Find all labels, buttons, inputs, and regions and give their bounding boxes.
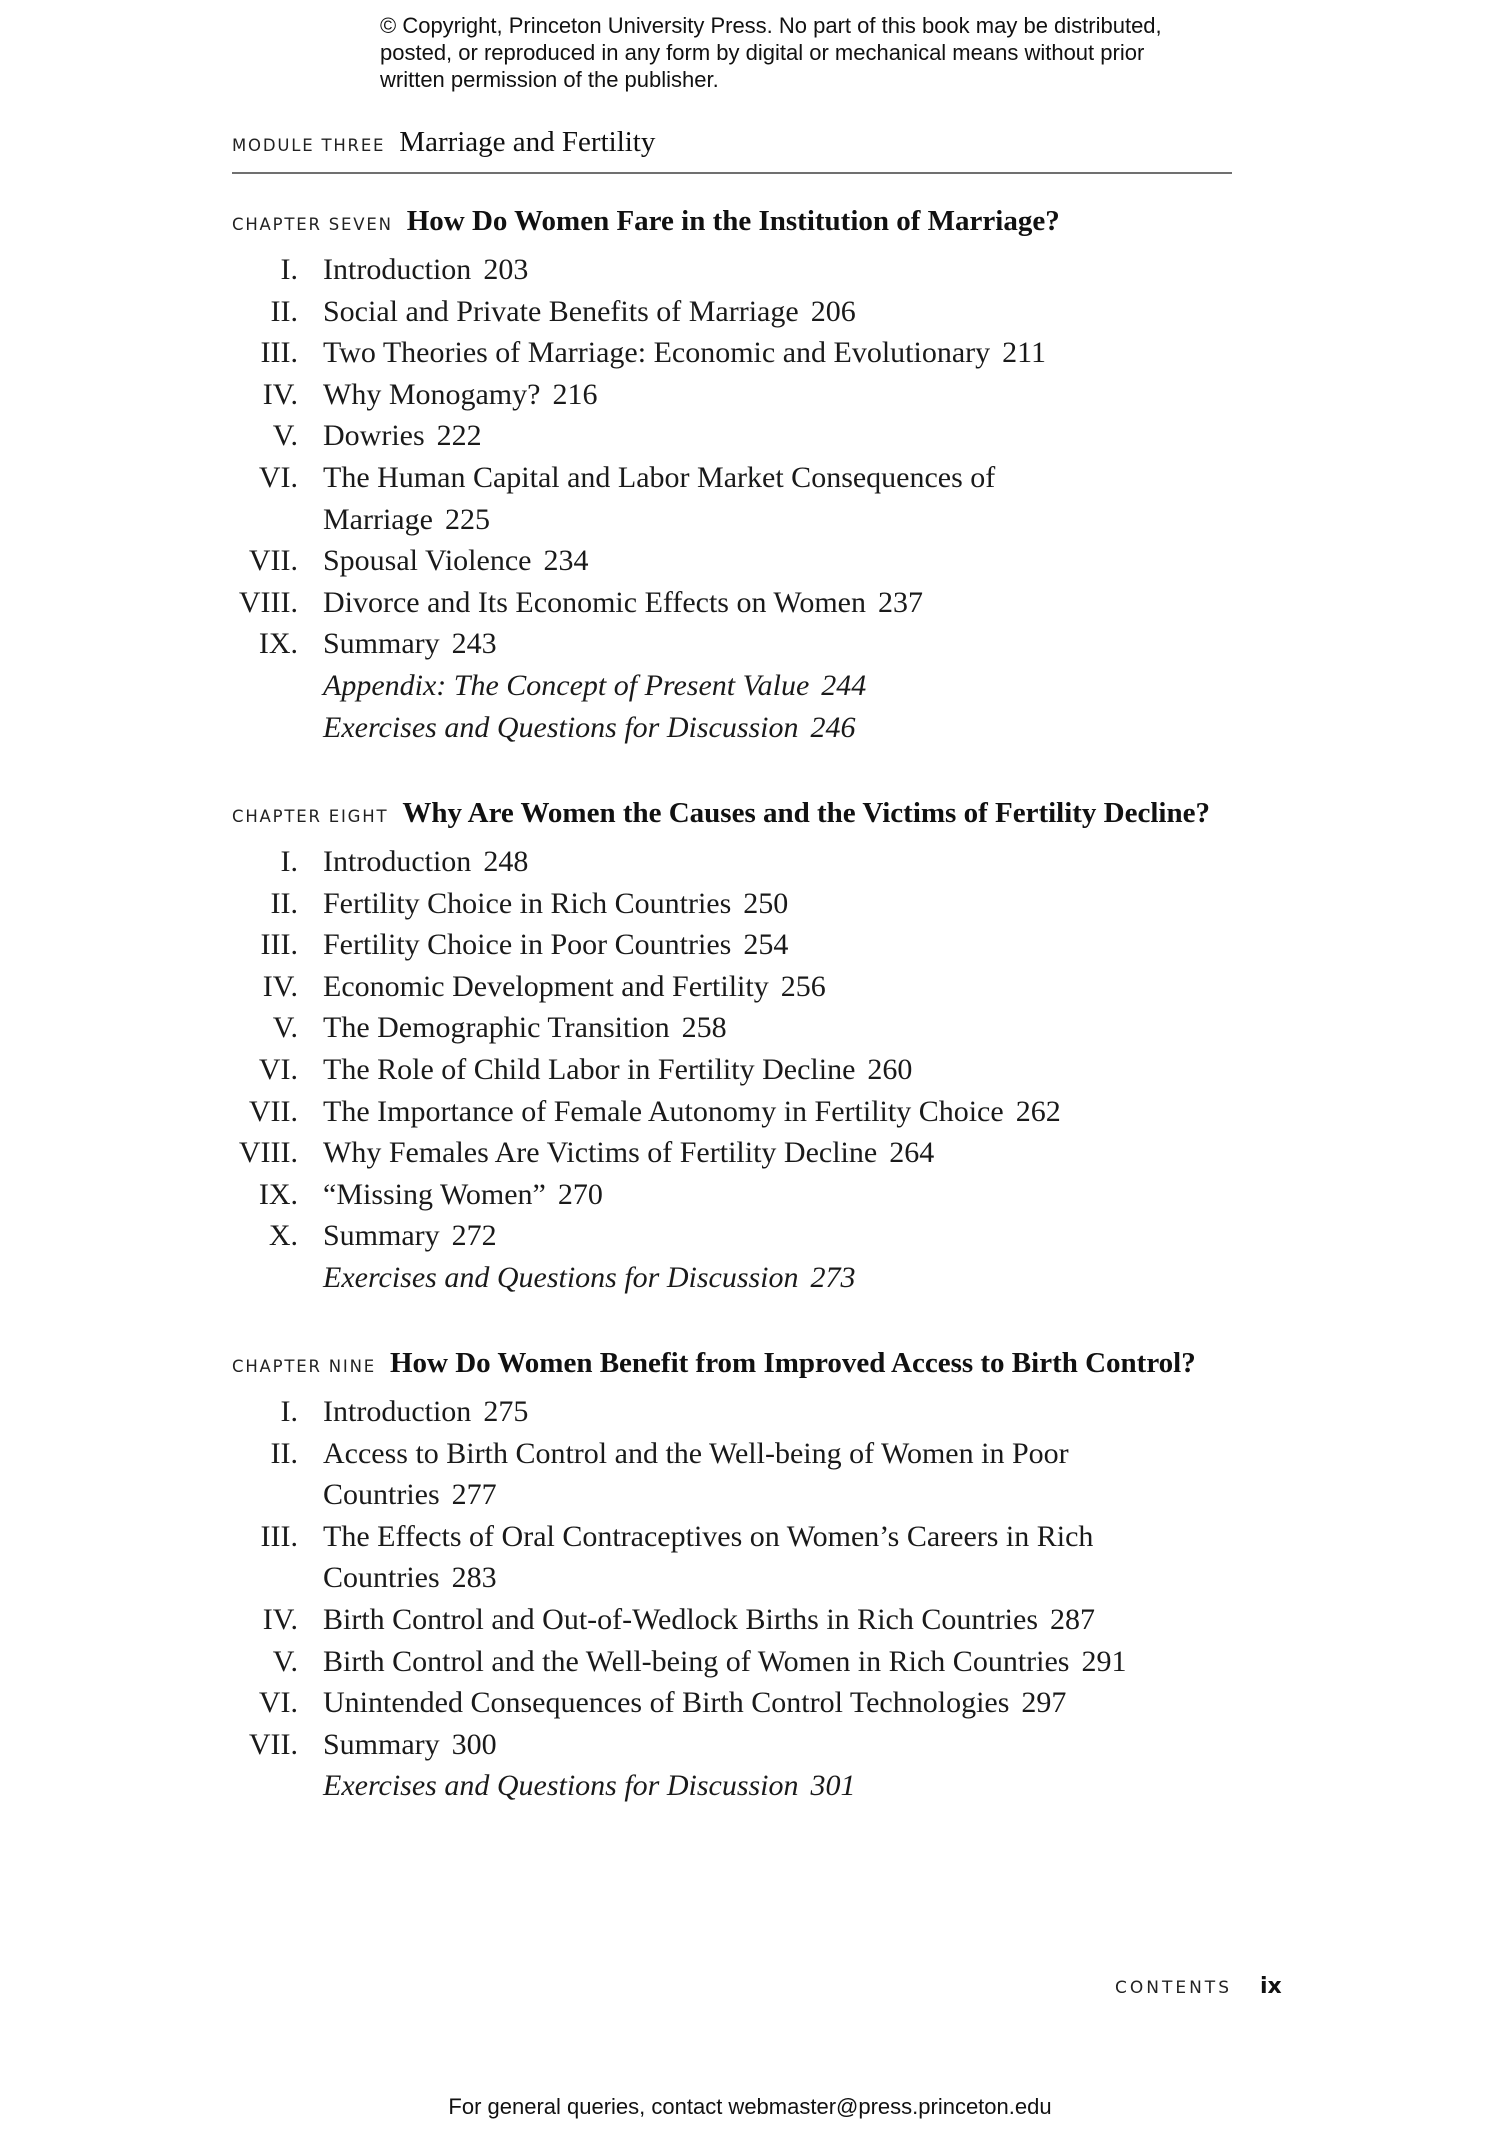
page-number: 248 (483, 845, 529, 878)
page-number: 300 (451, 1727, 497, 1761)
section-number: VII. (248, 544, 298, 578)
section-title: Access to Birth Control and the Well-being of Women in Poor Countries (323, 1436, 1069, 1512)
page-number: 260 (867, 1052, 913, 1086)
toc-entry-appendix[interactable] (232, 665, 1272, 707)
page-number: 244 (821, 668, 867, 702)
section-number: V. (272, 1011, 298, 1045)
page-number: 225 (444, 502, 490, 536)
page-number: 254 (743, 928, 789, 962)
toc-entry[interactable] (232, 1091, 1272, 1133)
toc-entry[interactable] (232, 1007, 1272, 1049)
toc-entry[interactable] (232, 457, 1272, 540)
page-number: 258 (681, 1011, 727, 1045)
section-number: IV. (262, 969, 298, 1003)
toc-entry-exercises[interactable] (232, 1765, 1272, 1807)
page-number: 206 (810, 294, 856, 328)
page-number: 297 (1021, 1686, 1067, 1720)
toc-entry[interactable] (232, 332, 1272, 374)
contact-note: For general queries, contact webmaster@press.princeton.edu (448, 2094, 1052, 2119)
section-title: Unintended Consequences of Birth Control Technologies (323, 1686, 1010, 1720)
section-number: III. (260, 336, 298, 370)
page-number: 256 (780, 969, 826, 1003)
page-number: 273 (810, 1260, 856, 1294)
page-number: 216 (552, 377, 598, 411)
section-number: II. (270, 1436, 298, 1470)
section-number: VIII. (238, 1136, 298, 1170)
module-title: Marriage and Fertility (399, 126, 656, 158)
page-number: 250 (743, 886, 789, 920)
toc-entry[interactable] (232, 1132, 1272, 1174)
section-title: Fertility Choice in Poor Countries (323, 928, 732, 962)
page-number: 277 (451, 1478, 497, 1512)
section-title: The Demographic Transition (323, 1011, 670, 1045)
page-number: 291 (1081, 1644, 1127, 1678)
toc-entry[interactable] (232, 1516, 1272, 1599)
section-title: Introduction (323, 845, 472, 878)
toc-entry[interactable] (232, 1682, 1272, 1724)
toc-entry[interactable] (232, 415, 1272, 457)
section-number: VI. (258, 460, 298, 494)
toc-entry[interactable] (232, 883, 1272, 925)
page-number: 262 (1015, 1094, 1061, 1128)
section-number: IX. (258, 1177, 298, 1211)
chapter-seven (232, 205, 1272, 748)
section-number: V. (272, 1644, 298, 1678)
section-number: VIII. (238, 585, 298, 619)
section-number: VII. (248, 1094, 298, 1128)
chapter-title: How Do Women Fare in the Institution of Marriage? (406, 205, 1060, 237)
section-number: VII. (248, 1727, 298, 1761)
page-number: 211 (1002, 336, 1047, 370)
section-number: IX. (258, 627, 298, 661)
section-number: VI. (258, 1686, 298, 1720)
running-footer (1115, 1974, 1282, 1999)
section-title: Economic Development and Fertility (323, 969, 769, 1003)
chapter-title: Why Are Women the Causes and the Victims of Fertility Decline? (402, 797, 1210, 829)
section-title: Summary (323, 1727, 440, 1761)
section-title: Fertility Choice in Rich Countries (323, 886, 732, 920)
section-title: Appendix: The Concept of Present Value (323, 668, 810, 702)
page-number: 234 (543, 544, 589, 578)
section-number: IV. (262, 377, 298, 411)
folio-page-number: ix (1260, 1974, 1282, 1999)
section-number: IV. (262, 1602, 298, 1636)
section-title: Dowries (323, 419, 425, 453)
page-number: 270 (557, 1177, 603, 1211)
page-number: 203 (483, 253, 529, 286)
toc-entry-exercises[interactable] (232, 707, 1272, 749)
chapter-heading (232, 797, 1272, 841)
toc-entry[interactable] (232, 623, 1272, 665)
section-title: Spousal Violence (323, 544, 532, 578)
module-label: MODULE THREE (232, 136, 386, 155)
toc-entry-exercises[interactable] (232, 1257, 1272, 1299)
toc-entry[interactable] (232, 1049, 1272, 1091)
section-title: Introduction (323, 253, 472, 286)
module-divider (232, 172, 1232, 174)
section-number: I. (280, 845, 298, 878)
chapter-label: CHAPTER EIGHT (232, 807, 389, 826)
section-title: Exercises and Questions for Discussion (323, 1260, 799, 1294)
toc-entry[interactable] (232, 1599, 1272, 1641)
page-number: 301 (810, 1769, 856, 1803)
chapter-heading (232, 1347, 1272, 1391)
toc-entry[interactable] (232, 841, 1272, 883)
section-number: V. (272, 419, 298, 453)
toc-list (232, 249, 1272, 748)
toc-entry[interactable] (232, 374, 1272, 416)
section-title: Social and Private Benefits of Marriage (323, 294, 799, 328)
page-number: 275 (483, 1395, 529, 1428)
toc-list (232, 841, 1272, 1299)
section-title: Two Theories of Marriage: Economic and Evolutionary (323, 336, 991, 370)
page-number: 264 (889, 1136, 935, 1170)
toc-entry[interactable] (232, 291, 1272, 333)
copyright-notice: © Copyright, Princeton University Press. No part of this book may be distributed, posted, or reproduced in any form by digital or mechanical means without prior written permission of the publisher. (380, 13, 1162, 92)
running-footer-label: CONTENTS (1115, 1978, 1232, 1998)
chapter-nine (232, 1347, 1272, 1807)
section-title: Birth Control and Out-of-Wedlock Births in Rich Countries (323, 1602, 1039, 1636)
page-number: 237 (878, 585, 923, 619)
toc-entry[interactable] (232, 924, 1272, 966)
page-number: 246 (810, 710, 856, 744)
section-title: Why Females Are Victims of Fertility Decline (323, 1136, 878, 1170)
chapter-title: How Do Women Benefit from Improved Access to Birth Control? (389, 1347, 1196, 1379)
section-title: Exercises and Questions for Discussion (323, 710, 799, 744)
section-title: Why Monogamy? (323, 377, 541, 411)
section-title: Introduction (323, 1395, 472, 1428)
chapter-label: CHAPTER NINE (232, 1357, 376, 1376)
section-title: The Role of Child Labor in Fertility Decline (323, 1052, 856, 1086)
section-number: X. (268, 1219, 298, 1253)
section-number: I. (280, 1395, 298, 1428)
section-title: Exercises and Questions for Discussion (323, 1769, 799, 1803)
section-number: II. (270, 294, 298, 328)
page-number: 243 (451, 627, 497, 661)
section-title: The Effects of Oral Contraceptives on Women’s Careers in Rich Countries (323, 1519, 1094, 1595)
section-title: Summary (323, 1219, 440, 1253)
chapter-label: CHAPTER SEVEN (232, 215, 393, 234)
section-number: III. (260, 928, 298, 962)
page-number: 283 (451, 1561, 497, 1595)
section-number: I. (280, 253, 298, 286)
toc-entry[interactable] (232, 1724, 1272, 1766)
section-number: II. (270, 886, 298, 920)
toc-entry[interactable] (232, 966, 1272, 1008)
chapter-heading (232, 205, 1272, 249)
toc-entry[interactable] (232, 1641, 1272, 1683)
chapter-eight (232, 797, 1272, 1299)
toc-entry[interactable] (232, 1391, 1272, 1433)
page-number: 287 (1050, 1602, 1096, 1636)
section-title: Summary (323, 627, 440, 661)
toc-entry[interactable] (232, 1215, 1272, 1257)
toc-entry[interactable] (232, 582, 1272, 624)
section-number: VI. (258, 1052, 298, 1086)
page-number: 272 (451, 1219, 497, 1253)
section-title: Birth Control and the Well-being of Women in Rich Countries (323, 1644, 1070, 1678)
toc-entry[interactable] (232, 540, 1272, 582)
module-heading (232, 126, 655, 166)
toc-entry[interactable] (232, 1174, 1272, 1216)
section-number: III. (260, 1519, 298, 1553)
toc-list (232, 1391, 1272, 1807)
section-title: Divorce and Its Economic Effects on Women (323, 585, 866, 619)
page-number: 222 (436, 419, 482, 453)
toc-entry[interactable] (232, 249, 1272, 291)
toc-entry[interactable] (232, 1433, 1272, 1516)
section-title: “Missing Women” (323, 1177, 546, 1211)
section-title: The Human Capital and Labor Market Consequences of Marriage (323, 460, 996, 536)
section-title: The Importance of Female Autonomy in Fertility Choice (323, 1094, 1004, 1128)
